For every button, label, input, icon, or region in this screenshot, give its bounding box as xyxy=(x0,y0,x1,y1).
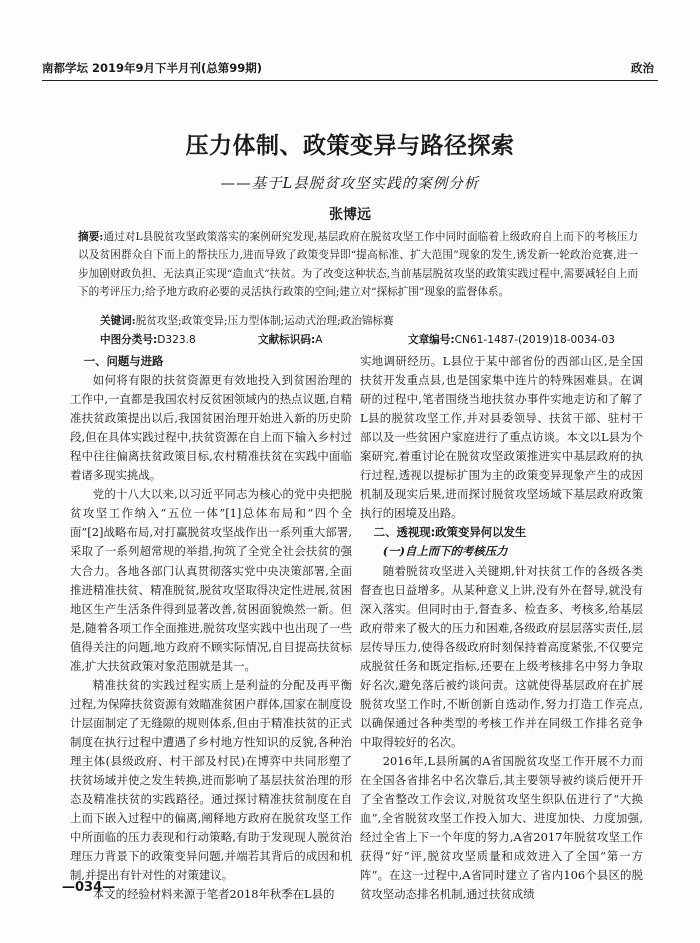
article-number: 文章编号:CN61-1487-(2019)18-0034-03 xyxy=(408,334,615,346)
paragraph: 精准扶贫的实践过程实质上是利益的分配及再平衡过程,为保障扶贫资源有效瞄准贫困户群体,国家在制度设计层面制定了无缝隙的规则体系,但由于精准扶贫的正式制度在执行过程中遭遇了乡村地方性知识的反貌,各种治理主体(县级政府、村干部及村民)在博弈中共同形塑了扶贫场域并使之发生转换,进而影响了基层扶贫治理的形态及精准扶贫的实践路径。通过探讨精准扶贫制度在自上而下嵌入过程中的偏离,阐释地方政府在脱贫攻坚工作中所面临的压力表现和行动策略,有助于发现现人脱贫治理压力背景下的政策变异问题,并端若其背后的成因和机制,并提出有针对性的对策建议。 xyxy=(70,677,352,883)
section-label: 政治 xyxy=(631,61,654,75)
author-name: 张博远 xyxy=(329,207,371,223)
section-heading-2: 二、透视现:政策变异何以发生 xyxy=(373,525,527,540)
keywords xyxy=(100,312,640,330)
paragraph: 实地调研经历。L县位于某中部省份的西部山区,是全国扶贫开发重点县,也是国家集中连片的特殊困难县。在调研的过程中,笔者围绕当地扶贫办事件实地走访和了解了L县的脱贫攻坚工作,并对县委领导、扶贫干部、驻村干部以及一些贫困户家庭进行了重点访谈。本文以L县为个案研究,着重讨论在脱贫攻坚政策推进实中基层政府的执行过程,透视以提标扩围为主的政策变异现象产生的成因机制及现实后果,进而探讨脱贫攻坚场域下基层政府政策执行的困境及出路。 xyxy=(360,354,643,521)
paragraph: 如何将有限的扶贫资源更有效地投入到贫困治理的工作中,一直都是我国农村反贫困领域内的热点议题,自精准扶贫政策提出以后,我国贫困治理开始进入新的历史阶段,但在具体实践过程中,扶贫资源在自上而下输入乡村过程中往往偏离扶贫政策目标,农村精准扶贫在实践中面临着诸多现实挑战。 xyxy=(70,373,352,483)
keywords-text: 脱贫攻坚;政策变异;压力型体制;运动式治理;政治锦标赛 xyxy=(135,315,394,327)
paragraph: 党的十八大以来,以习近平同志为核心的党中央把脱贫攻坚工作纳入“五位一体”[1]总体布局和“四个全面”[2]战略布局,对打赢脱贫攻坚战作出一系列重大部署,采取了一系列超常规的举措,拘筑了全党全社会扶贫的强大合力。各地各部门认真贯彻落实党中央决策部署,全面推进精准扶贫、精准脱贫,脱贫攻坚取得决定性进展,贫困地区生产生活条件得到显著改善,贫困面貌焕然一新。但是,随着各项工作全面推进,脱贫攻坚实践中也出现了一些值得关注的问题,地方政府不顾实际情况,自目提高扶贫标准,扩大扶贫政策对象范围就是其一。 xyxy=(70,487,352,673)
article-title: 压力体制、政策变异与路径探索 xyxy=(185,133,515,159)
paragraph: 随着脱贫攻坚进入关键期,针对扶贫工作的各级各类督查也日益增多。从某种意义上讲,没有外在督导,就没有深入落实。但同时由于,督查多、检查多、考核多,给基层政府带来了极大的压力和困难,各级政府层层落实责任,层层传导压力,使得各级政府时刻保持着高度紧张,不仅要完成脱贫任务和既定指标,还要在上级考核排名中努力争取好名次,避免落后被约谈问责。这就使得基层政府在扩展脱贫攻坚工作时,不断创新自选动作,努力打造工作亮点,以确保通过各种类型的考核工作并在同级工作排名竞争中取得较好的名次。 xyxy=(360,563,643,749)
subsection-heading: (一)自上而下的考核压力 xyxy=(382,544,508,559)
abstract xyxy=(78,228,638,302)
journal-info: 南都学坛 2019年9月下半月刊(总第99期) xyxy=(42,61,263,75)
abstract-label: 摘要: xyxy=(78,231,104,243)
paragraph: 2016年,L县所属的A省国脱贫攻坚工作开展不力而在全国各省排名中名次靠后,其主要领导被约谈后便开开了全省整改工作会议,对脱贫攻坚生织队伍进行了“大换血”,全省脱贫攻坚工作投入加大、进度加快、力度加强,经过全省上下一个年度的努力,A省2017年脱贫攻坚工作获得“好”评,脱贫攻坚质量和成效进入了全国“第一方阵”。在这一过程中,A省同时建立了省内106个县区的脱贫攻坚动态排名机制,通过扶贫成绩 xyxy=(360,753,643,902)
keywords-label: 关键词: xyxy=(100,315,136,327)
left-column xyxy=(70,352,352,904)
paragraph: 本文的经验材料来源于笔者2018年秋季在L县的 xyxy=(92,887,335,902)
running-header xyxy=(42,58,658,81)
article-subtitle: ——基于L县脱贫攻坚实践的案例分析 xyxy=(220,176,480,192)
doc-code: 文献标识码:A xyxy=(258,334,323,346)
clc-code: 中图分类号:D323.8 xyxy=(100,334,196,346)
section-heading-1: 一、问题与进路 xyxy=(83,354,164,368)
right-column xyxy=(360,352,643,904)
page-number: —034— xyxy=(62,880,116,895)
abstract-text: 通过对L县脱贫攻坚政策落实的案例研究发现,基层政府在脱贫攻坚工作中同时面临着上级政府自上而下的考核压力以及贫困群众自下而上的帮扶压力,进而导致了政策变异即“提高标准、扩大范围”现象的发生,诱发新一轮政治竞赛,进一步加剧财政负担、无法真正实现“造血式”扶贫。为了改变这种状态,当前基层脱贫攻坚的政策实践过程中,需要减轻自上而下的考评压力;给予地方政府必要的灵活执行政策的空间;建立对“探标扩围”现象的监督体系。 xyxy=(78,231,638,299)
